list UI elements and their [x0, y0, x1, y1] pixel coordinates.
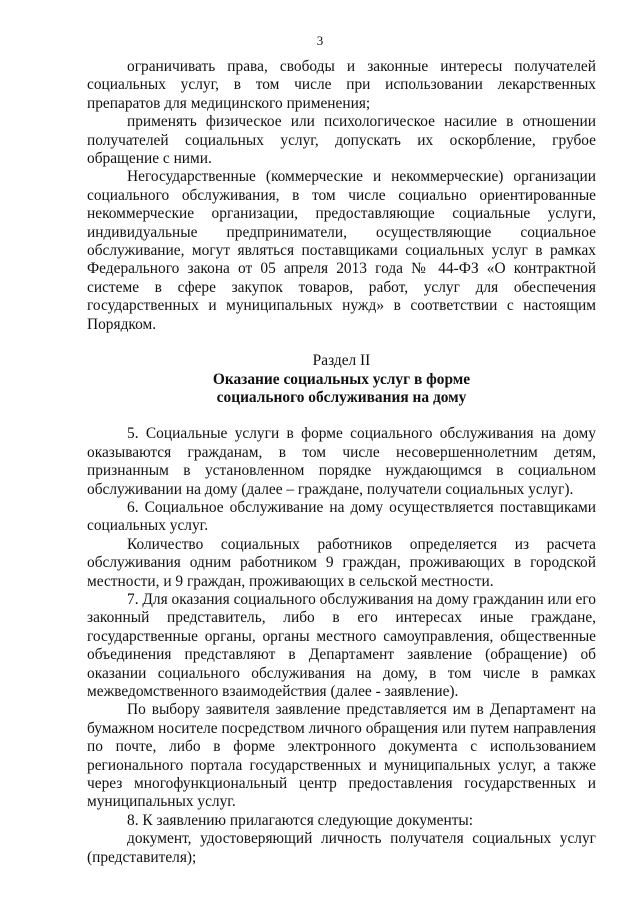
paragraph-item-8: 8. К заявлению прилагаются следующие документы: [127, 811, 474, 829]
paragraph-restrict-rights: ограничивать права, свободы и законные интересы получателей социальных услуг, в том числе при использовании лекарственных препаратов для медицинского применения; [87, 58, 596, 112]
section-title-line-1: Оказание социальных услуг в форме [212, 370, 471, 388]
paragraph-item-7: 7. Для оказания социального обслуживания на дому гражданин или его законный представитель, либо в его интересах иные граждане, государственные органы, органы местного самоуправления, общественные объединения представляют в Департамент заявление (обращение) об оказании социального обслуживания на дому, в том числе в рамках межведомственного взаимодействия (далее - заявление). [87, 590, 596, 700]
paragraph-no-violence: применять физическое или психологическое насилие в отношении получателей социальных услуг, допускать их оскорбление, грубое обращение с ними. [87, 113, 596, 168]
paragraph-identity-document: документ, удостоверяющий личность получателя социальных услуг (представителя); [87, 830, 596, 866]
paragraph-workers-count: Количество социальных работников определяется из расчета обслуживания одним работником 9 граждан, проживающих в городской местности, и 9 граждан, проживающих в сельской местности. [87, 535, 596, 590]
section-label: Раздел II [312, 352, 371, 370]
section-heading [87, 352, 596, 407]
section-title-line-2: социального обслуживания на дому [216, 388, 467, 406]
paragraph-non-state-providers: Негосударственные (коммерческие и некоммерческие) организации социального обслуживания, в том числе социально ориентированные некоммерческие организации, предоставляющие социальные услуги, индивидуальные предприниматели, осуществляющие социальное обслуживание, могут являться поставщиками социальных услуг в рамках Федерального закона от 05 апреля 2013 года № 44-ФЗ «О контрактной системе в сфере закупок товаров, работ, услуг для обеспечения государственных и муниципальных нужд» в соответствии с настоящим Порядком. [87, 168, 596, 333]
document-body [87, 58, 596, 867]
paragraph-item-6: 6. Социальное обслуживание на дому осуществляется поставщиками социальных услуг. [87, 498, 596, 535]
page-number: 3 [316, 33, 324, 48]
paragraph-submission-method: По выбору заявителя заявление представляется им в Департамент на бумажном носителе посредством личного обращения или путем направления по почте, либо в форме электронного документа с использованием регионального портала государственных и муниципальных услуг, а также через многофункциональный центр предоставления государственных и муниципальных услуг. [87, 701, 596, 811]
paragraph-item-5: 5. Социальные услуги в форме социального обслуживания на дому оказываются гражданам, в том числе несовершеннолетним детям, признанным в установленном порядке нуждающимся в социальном обслуживании на дому (далее – граждане, получатели социальных услуг). [87, 425, 596, 498]
